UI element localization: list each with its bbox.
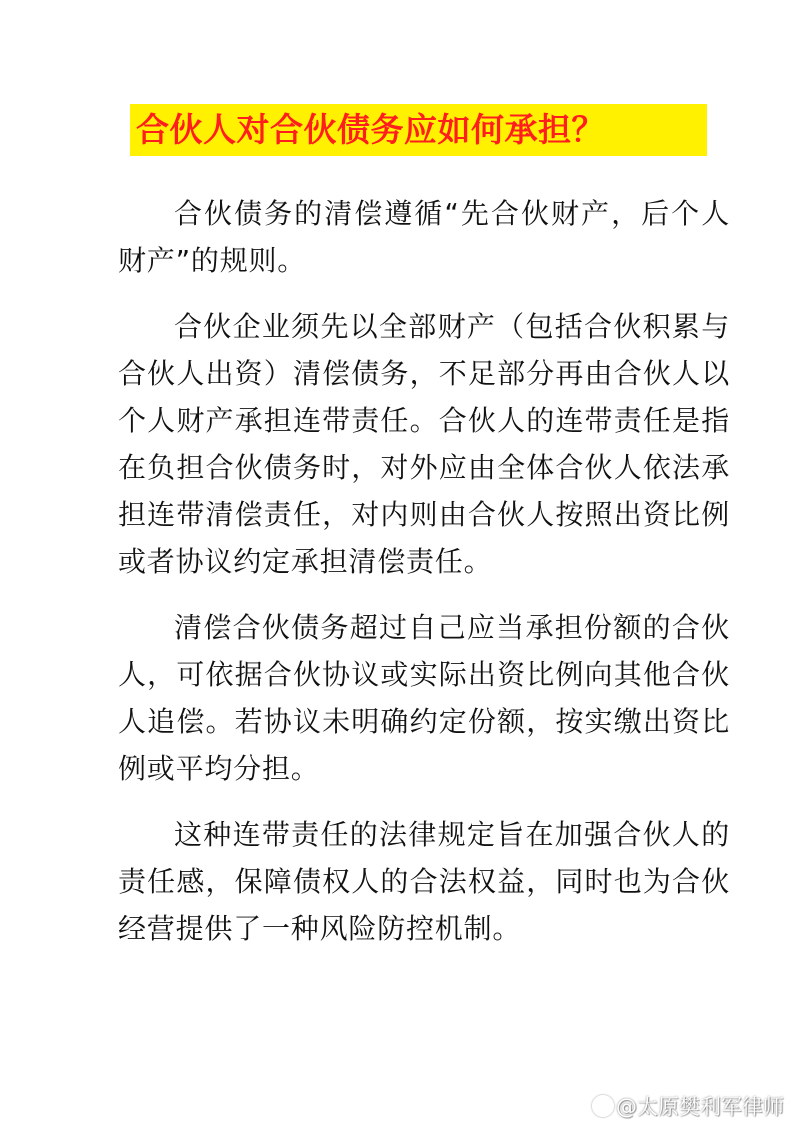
platform-logo-icon [592,1095,614,1117]
paragraph-1: 合伙债务的清偿遵循“先合伙财产，后个人财产”的规则。 [118,197,730,277]
article-body [118,190,730,971]
paragraph-3: 清偿合伙债务超过自己应当承担份额的合伙人，可依据合伙协议或实际出资比例向其他合伙人追偿。若协议未明确约定份额，按实缴出资比例或平均分担。 [118,611,730,785]
author-watermark [592,1092,784,1122]
watermark-text: @太原樊利军律师 [616,1095,784,1119]
page-title: 合伙人对合伙债务应如何承担？ [130,104,707,156]
paragraph-4: 这种连带责任的法律规定旨在加强合伙人的责任感，保障债权人的合法权益，同时也为合伙经营提供了一种风险防控机制。 [118,818,730,945]
paragraph-2: 合伙企业须先以全部财产（包括合伙积累与合伙人出资）清偿债务，不足部分再由合伙人以个人财产承担连带责任。合伙人的连带责任是指在负担合伙债务时，对外应由全体合伙人依法承担连带清偿责任，对内则由合伙人按照出资比例或者协议约定承担清偿责任。 [118,310,730,578]
